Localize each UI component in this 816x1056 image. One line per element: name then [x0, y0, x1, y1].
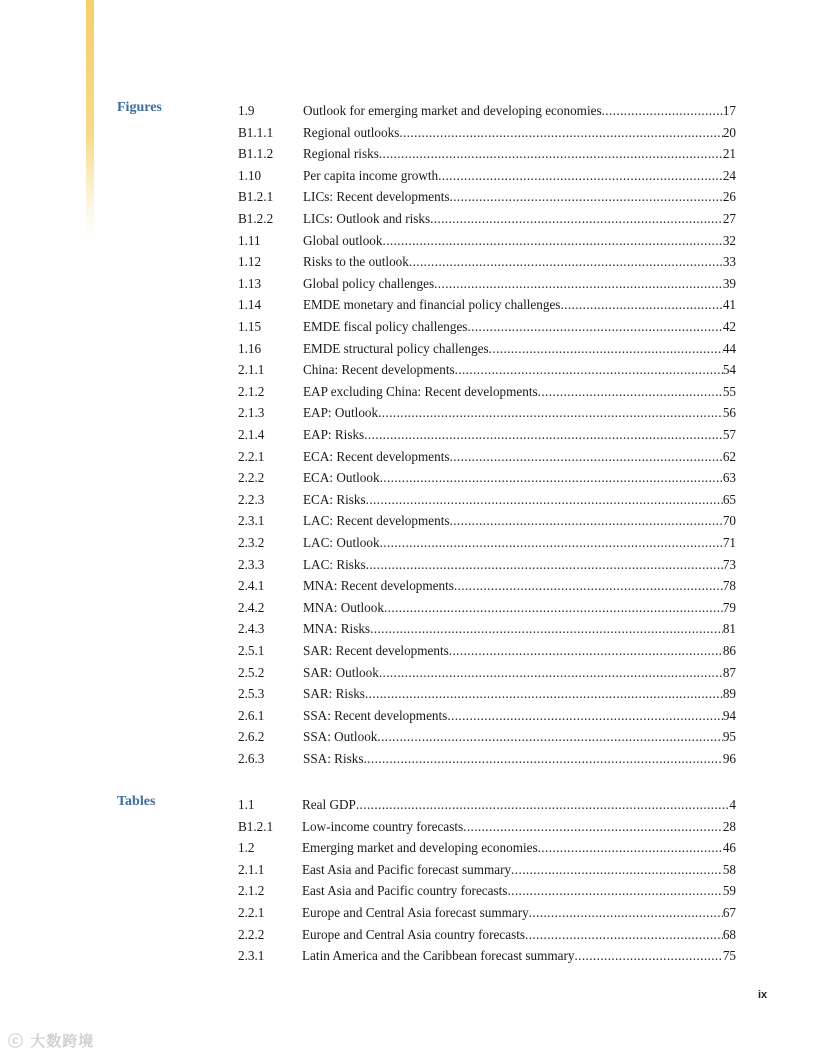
entry-page-number: 4 [729, 797, 736, 812]
dot-leader [370, 618, 723, 639]
dot-leader [380, 532, 723, 553]
dot-leader [489, 338, 723, 359]
entry-line [303, 705, 736, 726]
entry-title: ECA: Risks [303, 491, 366, 507]
dot-leader [455, 359, 723, 380]
entry-title: EAP: Risks [303, 427, 365, 442]
dot-leader [529, 902, 723, 923]
entry-number: B1.1.2 [238, 146, 274, 162]
entry-line [303, 683, 736, 704]
entry-page-number: 96 [722, 751, 736, 766]
entry-number: 1.11 [238, 232, 261, 248]
toc-entry[interactable] [0, 945, 816, 966]
entry-title: Low-income country forecasts [302, 818, 464, 834]
entry-line [302, 902, 736, 923]
toc-entry[interactable] [0, 186, 816, 207]
entry-page-number: 73 [722, 556, 736, 572]
dot-leader [379, 143, 723, 164]
entry-page-number: 67 [722, 905, 736, 920]
entry-title: Latin America and the Caribbean forecast summary [302, 948, 575, 964]
entry-page-number: 75 [722, 948, 736, 964]
dot-leader [450, 186, 723, 207]
entry-page-number: 65 [722, 491, 736, 507]
entry-line [302, 945, 736, 966]
entry-title: MNA: Risks [303, 621, 371, 637]
watermark-logo: ⓒ 大数跨境 [8, 1032, 95, 1050]
entry-page-number: 89 [722, 686, 736, 702]
toc-entry[interactable] [0, 794, 816, 815]
entry-number: 2.1.4 [238, 427, 265, 442]
dot-leader [467, 316, 722, 337]
dot-leader [574, 945, 722, 966]
entry-page-number: 70 [722, 513, 736, 529]
entry-title: Per capita income growth [303, 167, 439, 183]
entry-page-number: 27 [722, 211, 736, 226]
toc-entry[interactable] [0, 662, 816, 683]
entry-line [303, 165, 736, 186]
dot-leader [409, 251, 723, 272]
toc-entry[interactable] [0, 597, 816, 618]
entry-page-number: 42 [722, 319, 736, 334]
entry-title: China: Recent developments [303, 362, 455, 378]
entry-title: LAC: Risks [303, 556, 366, 572]
toc-entry[interactable] [0, 122, 816, 143]
toc-entry[interactable] [0, 859, 816, 880]
entry-title: Europe and Central Asia forecast summary [302, 905, 529, 920]
entry-line [302, 794, 736, 815]
entry-number: 2.2.3 [238, 491, 265, 507]
entry-page-number: 32 [722, 232, 736, 248]
entry-line [303, 251, 736, 272]
entry-line [303, 402, 736, 423]
entry-page-number: 57 [722, 427, 736, 442]
entry-page-number: 63 [722, 470, 736, 486]
dot-leader [430, 208, 723, 229]
toc-entry[interactable] [0, 618, 816, 639]
entry-number: 2.5.3 [238, 686, 265, 702]
entry-line [303, 143, 736, 164]
toc-entry[interactable] [0, 880, 816, 901]
entry-line [303, 122, 736, 143]
entry-title: EMDE structural policy challenges [303, 340, 489, 356]
dot-leader [378, 402, 723, 423]
entry-number: B1.2.1 [238, 818, 274, 834]
entry-number: 2.2.1 [238, 448, 265, 464]
entry-line [303, 294, 736, 315]
entry-title: Emerging market and developing economies [302, 840, 538, 856]
entry-number: 1.10 [238, 167, 262, 183]
entry-title: SAR: Recent developments [303, 643, 449, 658]
entry-number: 1.15 [238, 319, 262, 334]
entry-line [303, 100, 736, 121]
entry-title: Regional outlooks [303, 124, 400, 140]
entry-page-number: 20 [722, 124, 736, 140]
toc-entry[interactable] [0, 402, 816, 423]
entry-title: Europe and Central Asia country forecasts [302, 926, 526, 942]
entry-page-number: 46 [722, 840, 736, 856]
toc-entry[interactable] [0, 424, 816, 445]
dot-leader [380, 467, 723, 488]
entry-page-number: 87 [722, 664, 736, 680]
entry-number: 2.1.1 [238, 362, 265, 378]
entry-number: 2.4.3 [238, 621, 265, 637]
dot-leader [449, 640, 723, 661]
dot-leader [450, 510, 723, 531]
entry-number: 2.1.1 [238, 861, 265, 877]
dot-leader [454, 575, 723, 596]
entry-title: EAP excluding China: Recent developments [303, 383, 538, 399]
entry-number: 2.2.1 [238, 905, 265, 920]
entry-title: SSA: Recent developments [303, 707, 448, 723]
entry-title: Risks to the outlook [303, 254, 409, 270]
entry-page-number: 81 [722, 621, 736, 637]
entry-number: 2.6.1 [238, 707, 265, 723]
toc-entry[interactable] [0, 338, 816, 359]
entry-title: LAC: Recent developments [303, 513, 450, 529]
entry-line [303, 467, 736, 488]
dot-leader [356, 794, 730, 815]
entry-line [302, 816, 736, 837]
entry-title: MNA: Recent developments [303, 578, 454, 594]
entry-title: LICs: Recent developments [303, 189, 450, 205]
entry-title: EMDE monetary and financial policy challenges [303, 297, 561, 313]
entry-page-number: 24 [722, 167, 736, 183]
toc-entry[interactable] [0, 640, 816, 661]
entry-number: 2.6.3 [238, 751, 265, 766]
toc-entry[interactable] [0, 359, 816, 380]
entry-page-number: 41 [722, 297, 736, 313]
entry-line [303, 662, 736, 683]
entry-line [303, 640, 736, 661]
toc-entry[interactable] [0, 705, 816, 726]
toc-entry[interactable] [0, 575, 816, 596]
entry-number: 2.5.1 [238, 643, 265, 658]
dot-leader [538, 381, 723, 402]
toc-entry[interactable] [0, 924, 816, 945]
entry-title: SSA: Risks [303, 751, 364, 766]
dot-leader [363, 748, 722, 769]
toc-entry[interactable] [0, 467, 816, 488]
entry-page-number: 28 [722, 818, 736, 834]
entry-page-number: 86 [722, 643, 736, 658]
entry-page-number: 55 [722, 383, 736, 399]
toc-entry[interactable] [0, 683, 816, 704]
entry-page-number: 33 [722, 254, 736, 270]
dot-leader [364, 424, 723, 445]
dot-leader [379, 662, 723, 683]
entry-page-number: 21 [722, 146, 736, 162]
entry-page-number: 94 [722, 707, 736, 723]
entry-number: 1.12 [238, 254, 262, 270]
toc-entry[interactable] [0, 510, 816, 531]
entry-title: MNA: Outlook [303, 599, 384, 615]
toc-entry[interactable] [0, 294, 816, 315]
entry-number: 2.3.1 [238, 513, 265, 529]
toc-entry[interactable] [0, 208, 816, 229]
figures-section-label: Figures [117, 100, 162, 115]
dot-leader [384, 597, 723, 618]
dot-leader [538, 837, 723, 858]
toc-entry[interactable] [0, 446, 816, 467]
toc-entry[interactable] [0, 554, 816, 575]
entry-number: B1.2.2 [238, 211, 274, 226]
entry-title: SAR: Outlook [303, 664, 379, 680]
page-number: ix [758, 989, 768, 1001]
entry-page-number: 26 [722, 189, 736, 205]
dot-leader [399, 122, 722, 143]
entry-title: Real GDP [302, 797, 356, 812]
entry-line [302, 880, 736, 901]
entry-number: 2.3.1 [238, 948, 265, 964]
entry-title: ECA: Recent developments [303, 448, 450, 464]
entry-number: 2.2.2 [238, 470, 265, 486]
dot-leader [377, 726, 722, 747]
toc-entry[interactable] [0, 316, 816, 337]
entry-line [303, 316, 736, 337]
entry-line [303, 424, 736, 445]
entry-number: 1.2 [238, 840, 255, 856]
entry-title: East Asia and Pacific country forecasts [302, 883, 508, 899]
toc-entry[interactable] [0, 273, 816, 294]
dot-leader [366, 489, 723, 510]
entry-page-number: 54 [722, 362, 736, 378]
entry-page-number: 17 [722, 103, 736, 118]
entry-title: Regional risks [303, 146, 379, 162]
entry-page-number: 95 [722, 729, 736, 745]
toc-entry[interactable] [0, 902, 816, 923]
entry-line [303, 510, 736, 531]
entry-line [303, 230, 736, 251]
entry-page-number: 71 [722, 535, 736, 550]
entry-page-number: 78 [722, 578, 736, 594]
entry-number: 1.14 [238, 297, 262, 313]
dot-leader [383, 230, 723, 251]
entry-title: Outlook for emerging market and developing economies [303, 103, 602, 118]
entry-number: 2.4.1 [238, 578, 265, 594]
entry-page-number: 59 [722, 883, 736, 899]
entry-line [302, 859, 736, 880]
entry-number: 1.13 [238, 275, 262, 291]
entry-title: EMDE fiscal policy challenges [303, 319, 468, 334]
toc-entry[interactable] [0, 143, 816, 164]
toc-entry[interactable] [0, 816, 816, 837]
entry-number: 2.5.2 [238, 664, 265, 680]
dot-leader [450, 446, 723, 467]
toc-entry[interactable] [0, 100, 816, 121]
entry-line [303, 532, 736, 553]
dot-leader [438, 165, 723, 186]
entry-line [302, 924, 736, 945]
toc-entry[interactable] [0, 251, 816, 272]
entry-number: B1.2.1 [238, 189, 274, 205]
entry-page-number: 39 [722, 275, 736, 291]
entry-line [303, 618, 736, 639]
entry-title: SAR: Risks [303, 686, 365, 702]
entry-title: Global outlook [303, 232, 383, 248]
entry-page-number: 68 [722, 926, 736, 942]
dot-leader [463, 816, 723, 837]
entry-title: East Asia and Pacific forecast summary [302, 861, 512, 877]
entry-number: 2.3.3 [238, 556, 265, 572]
toc-entry[interactable] [0, 381, 816, 402]
entry-title: EAP: Outlook [303, 405, 379, 421]
dot-leader [560, 294, 722, 315]
dot-leader [525, 924, 723, 945]
entry-number: 2.3.2 [238, 535, 265, 550]
toc-entry[interactable] [0, 837, 816, 858]
entry-number: 2.2.2 [238, 926, 265, 942]
entry-line [303, 208, 736, 229]
entry-line [303, 748, 736, 769]
entry-line [303, 726, 736, 747]
entry-page-number: 44 [722, 340, 736, 356]
entry-line [302, 837, 736, 858]
dot-leader [447, 705, 723, 726]
toc-entry[interactable] [0, 748, 816, 769]
entry-page-number: 62 [722, 448, 736, 464]
toc-entry[interactable] [0, 726, 816, 747]
entry-title: Global policy challenges [303, 275, 435, 291]
entry-number: 1.1 [238, 797, 255, 812]
dot-leader [365, 683, 723, 704]
entry-line [303, 575, 736, 596]
entry-number: 2.6.2 [238, 729, 265, 745]
dot-leader [434, 273, 723, 294]
entry-number: 2.1.3 [238, 405, 265, 421]
entry-line [303, 381, 736, 402]
entry-line [303, 186, 736, 207]
entry-line [303, 338, 736, 359]
toc-entry[interactable] [0, 230, 816, 251]
entry-line [303, 273, 736, 294]
entry-number: 2.4.2 [238, 599, 265, 615]
entry-page-number: 58 [722, 861, 736, 877]
entry-title: LICs: Outlook and risks [303, 211, 431, 226]
entry-number: 1.9 [238, 103, 255, 118]
entry-number: B1.1.1 [238, 124, 274, 140]
entry-number: 2.1.2 [238, 383, 265, 399]
entry-page-number: 79 [722, 599, 736, 615]
toc-entry[interactable] [0, 532, 816, 553]
tables-section-label: Tables [117, 794, 156, 809]
entry-line [303, 597, 736, 618]
dot-leader [366, 554, 723, 575]
dot-leader [507, 880, 722, 901]
entry-line [303, 446, 736, 467]
toc-entry[interactable] [0, 489, 816, 510]
dot-leader [511, 859, 723, 880]
entry-line [303, 554, 736, 575]
entry-title: ECA: Outlook [303, 470, 380, 486]
entry-line [303, 359, 736, 380]
toc-entry[interactable] [0, 165, 816, 186]
entry-title: LAC: Outlook [303, 535, 380, 550]
entry-title: SSA: Outlook [303, 729, 378, 745]
entry-number: 1.16 [238, 340, 262, 356]
entry-page-number: 56 [722, 405, 736, 421]
dot-leader [602, 100, 723, 121]
entry-line [303, 489, 736, 510]
entry-number: 2.1.2 [238, 883, 265, 899]
